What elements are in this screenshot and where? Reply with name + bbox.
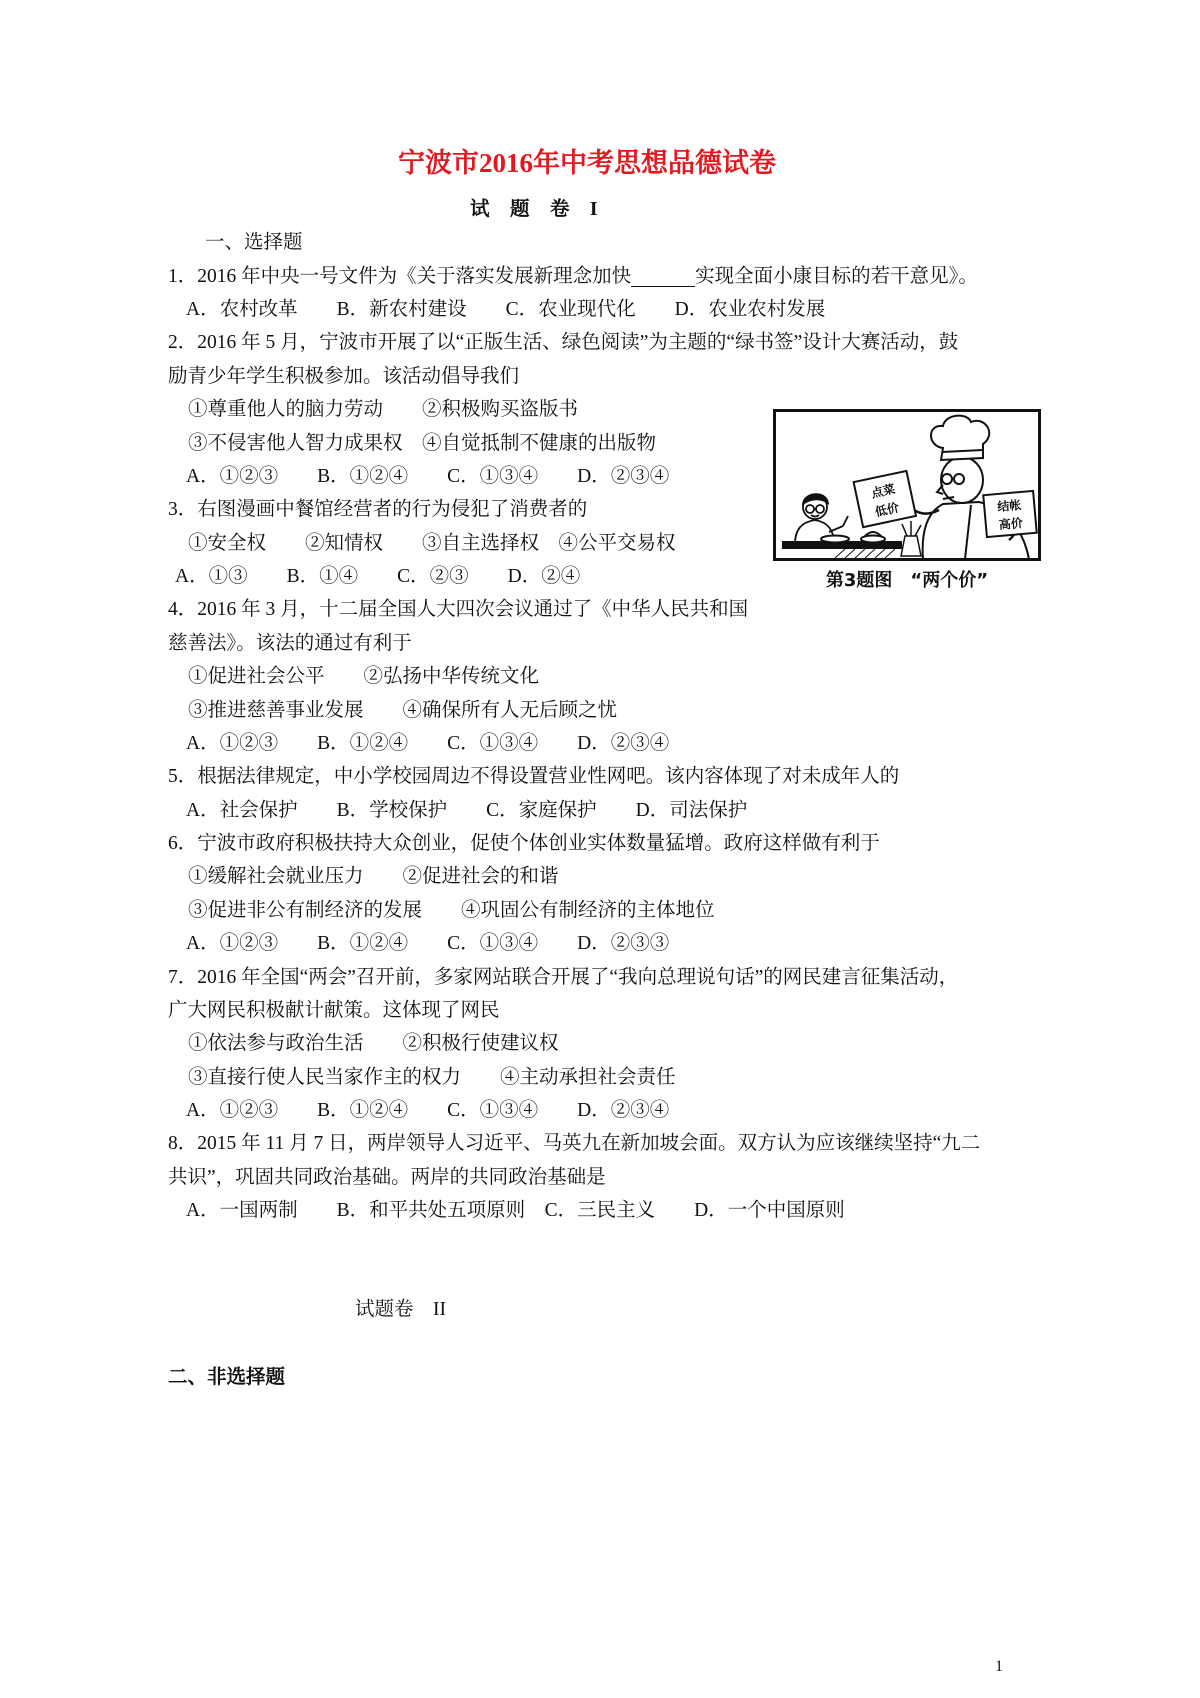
statement: ④巩固公有制经济的主体地位: [461, 899, 715, 921]
cartoon-illustration: [773, 408, 1041, 564]
question-6-stem-line: 6．宁波市政府积极扶持大众创业，促使个体创业实体数量猛增。政府这样做有利于: [168, 833, 880, 855]
question-7-statements: [168, 1061, 1018, 1094]
menu-sign: [854, 471, 916, 527]
option-c: C．①③④: [447, 465, 539, 487]
option-a: A．社会保护: [186, 799, 298, 821]
option-b: B．①④: [286, 566, 359, 588]
question-2-stem-line: 2．2016 年 5 月，宁波市开展了以“正版生活、绿色阅读”为主题的“绿书签”设计大赛活动，鼓: [168, 332, 959, 354]
statement: ③不侵害他人智力成果权: [188, 432, 403, 454]
question-8-stem-line: 共识”，巩固共同政治基础。两岸的共同政治基础是: [168, 1166, 606, 1188]
statement: ③促进非公有制经济的发展: [188, 899, 423, 921]
option-d: D．农业农村发展: [674, 299, 826, 321]
statement: ②弘扬中华传统文化: [363, 666, 540, 688]
question-7-stem-line: 广大网民积极献计献策。这体现了网民: [168, 999, 500, 1021]
question-5-options: [168, 794, 1018, 827]
exam-title: 宁波市2016年中考思想品德试卷: [398, 148, 776, 178]
option-d: D．②③④: [577, 465, 670, 487]
statement: ③直接行使人民当家作主的权力: [188, 1066, 462, 1088]
option-c: C．②③: [397, 566, 469, 588]
bill-sign-text: 结帐: [996, 498, 1022, 515]
option-a: A．①②③: [186, 1100, 279, 1122]
option-b: B．①②④: [317, 1100, 409, 1122]
question-4-statements: [168, 694, 1018, 727]
statement: ③自主选择权: [422, 532, 540, 554]
option-c: C．三民主义: [544, 1200, 656, 1222]
statement: ②积极行使建议权: [402, 1033, 559, 1055]
menu-sign-text: 点菜: [869, 481, 897, 501]
option-b: B．新农村建设: [336, 299, 467, 321]
option-d: D．司法保护: [635, 799, 748, 821]
option-c: C．①③④: [447, 1100, 539, 1122]
option-b: B．①②④: [317, 465, 409, 487]
question-7-options: [168, 1094, 1018, 1127]
question-1-stem: [168, 260, 1018, 293]
statement: ②知情权: [305, 532, 384, 554]
option-d: D．②③④: [577, 732, 670, 754]
statement: ①促进社会公平: [188, 666, 325, 688]
statement: ④公平交易权: [558, 532, 676, 554]
option-a: A．①③: [175, 566, 248, 588]
question-1-options: [168, 293, 1018, 326]
question-4-statements: [168, 660, 1018, 693]
option-a: A．①②③: [186, 732, 279, 754]
option-c: C．①③④: [447, 732, 539, 754]
question-8-stem-line: 8．2015 年 11 月 7 日，两岸领导人习近平、马英九在新加坡会面。双方认为应该继续坚持“九二: [168, 1133, 981, 1155]
option-c: C．家庭保护: [486, 799, 597, 821]
option-d: D．②③③: [577, 933, 670, 955]
option-c: C．农业现代化: [505, 299, 636, 321]
option-b: B．学校保护: [336, 799, 448, 821]
question-7-statements: [168, 1027, 1018, 1060]
option-a: A．①②③: [186, 465, 279, 487]
option-a: A．农村改革: [186, 299, 298, 321]
statement: ③推进慈善事业发展: [188, 699, 364, 721]
answer-blank: [631, 266, 695, 287]
option-a: A．一国两制: [186, 1200, 298, 1222]
option-d: D．一个中国原则: [694, 1200, 845, 1222]
menu-sign-text: 低价: [873, 500, 901, 520]
part-one-heading: 试 题 卷 I: [470, 199, 598, 220]
question-text: 实现全面小康目标的若干意见》。: [695, 265, 978, 287]
option-b: B．①②④: [317, 933, 409, 955]
option-c: C．①③④: [447, 933, 539, 955]
bill-sign: [983, 491, 1036, 537]
question-3-stem-line: 3．右图漫画中餐馆经营者的行为侵犯了消费者的: [168, 499, 588, 521]
bill-sign-text: 高价: [998, 515, 1024, 532]
option-d: D．②③④: [577, 1100, 670, 1122]
question-4-stem-line: 慈善法》。该法的通过有利于: [168, 632, 412, 654]
statement: ④主动承担社会责任: [500, 1066, 676, 1088]
question-5-stem-line: 5．根据法律规定，中小学校园周边不得设置营业性网吧。该内容体现了对未成年人的: [168, 766, 900, 788]
question-8-options: [168, 1194, 1018, 1227]
option-b: B．和平共处五项原则: [336, 1200, 526, 1222]
section-two-heading: 二、非选择题: [168, 1367, 286, 1388]
question-text: 1．2016 年中央一号文件为《关于落实发展新理念加快: [168, 265, 632, 287]
option-d: D．②④: [507, 566, 581, 588]
statement: ①尊重他人的脑力劳动: [188, 399, 384, 421]
section-heading: 一、选择题: [205, 232, 303, 254]
question-6-statements: [168, 860, 1018, 893]
option-a: A．①②③: [186, 933, 279, 955]
statement: ①缓解社会就业压力: [188, 866, 364, 888]
question-4-options: [168, 727, 1018, 760]
option-b: B．①②④: [317, 732, 409, 754]
statement: ②积极购买盗版书: [422, 399, 579, 421]
statement: ④确保所有人无后顾之忧: [402, 699, 618, 721]
question-4-stem-line: 4．2016 年 3 月，十二届全国人大四次会议通过了《中华人民共和国: [168, 599, 749, 621]
statement: ②促进社会的和谐: [402, 866, 559, 888]
question-6-options: [168, 927, 1018, 960]
question-7-stem-line: 7．2016 年全国“两会”召开前，多家网站联合开展了“我向总理说句话”的网民建言征集活动，: [168, 966, 959, 988]
multiple-choice-section: [168, 226, 1018, 1227]
question-2-stem-line: 励青少年学生积极参加。该活动倡导我们: [168, 365, 520, 387]
statement: ①安全权: [188, 532, 267, 554]
cartoon-caption: 第3题图 “两个价”: [825, 570, 989, 591]
page-number: 1: [995, 1658, 1003, 1675]
part-two-heading: 试题卷 II: [355, 1299, 446, 1320]
question-6-statements: [168, 894, 1018, 927]
statement: ④自觉抵制不健康的出版物: [422, 432, 657, 454]
statement: ①依法参与政治生活: [188, 1033, 364, 1055]
